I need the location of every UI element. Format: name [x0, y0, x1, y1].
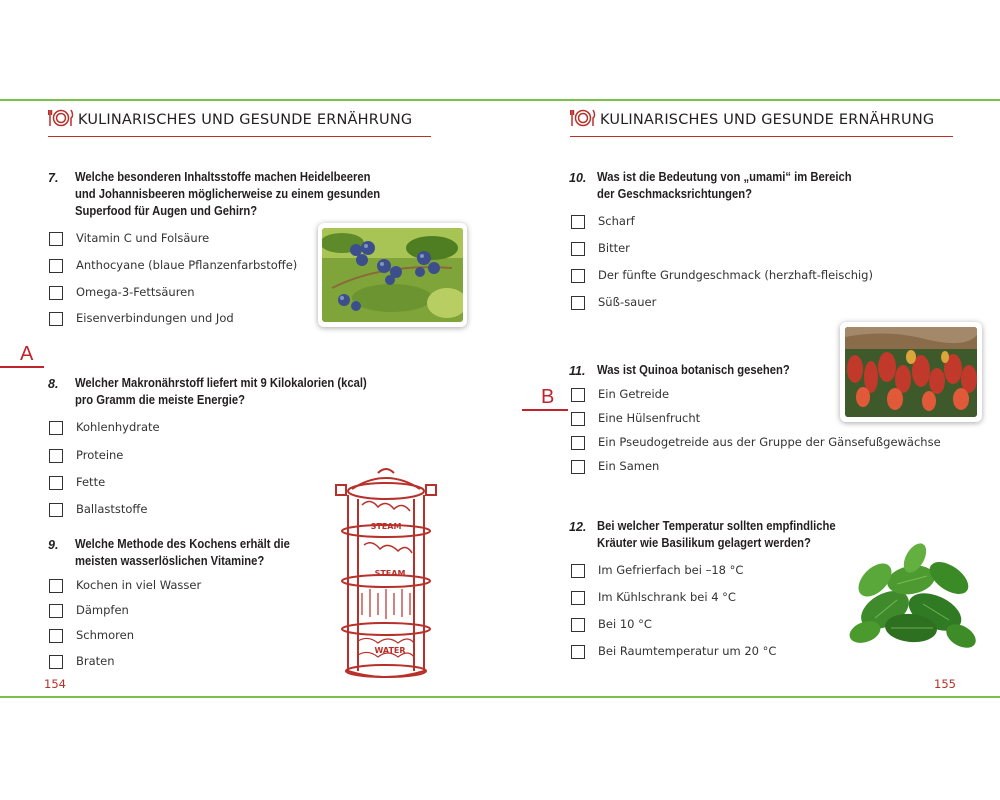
- question-text: Bei welcher Temperatur sollten empfindliche Kräuter wie Basilikum gelagert werden?: [597, 519, 836, 550]
- marker-b: B: [541, 386, 555, 408]
- section-title-rule: [570, 136, 953, 137]
- question-number: 11.: [569, 364, 586, 378]
- steam-label-top: STEAM: [370, 522, 402, 531]
- steam-label-middle: STEAM: [374, 569, 406, 578]
- answer-label: Ein Samen: [598, 459, 660, 473]
- answer-label: Der fünfte Grundgeschmack (herzhaft-fleischig): [598, 268, 873, 282]
- answer-label: Vitamin C und Folsäure: [76, 231, 210, 245]
- question-number: 8.: [48, 377, 59, 391]
- checkbox[interactable]: [571, 215, 585, 229]
- checkbox[interactable]: [49, 476, 63, 490]
- question-text: Was ist die Bedeutung von „umami“ im Bereich der Geschmacksrichtungen?: [597, 170, 852, 201]
- cutlery-plate-icon: [48, 108, 74, 128]
- answer-label: Kochen in viel Wasser: [76, 578, 202, 592]
- section-title: KULINARISCHES UND GESUNDE ERNÄHRUNG: [600, 112, 935, 128]
- question-number: 12.: [569, 520, 587, 534]
- checkbox[interactable]: [571, 296, 585, 310]
- section-title: KULINARISCHES UND GESUNDE ERNÄHRUNG: [78, 112, 413, 128]
- checkbox[interactable]: [571, 645, 585, 659]
- answer-label: Dämpfen: [76, 603, 129, 617]
- checkbox[interactable]: [571, 618, 585, 632]
- checkbox[interactable]: [49, 655, 63, 669]
- question-number: 9.: [48, 538, 59, 552]
- question-text: Welche Methode des Kochens erhält die meisten wasserlöslichen Vitamine?: [75, 537, 290, 568]
- marker-a: A: [20, 343, 34, 365]
- question-number: 10.: [569, 171, 587, 185]
- answer-label: Eine Hülsenfrucht: [598, 411, 701, 425]
- checkbox[interactable]: [49, 629, 63, 643]
- checkbox[interactable]: [49, 286, 63, 300]
- answer-label: Anthocyane (blaue Pflanzenfarbstoffe): [76, 258, 298, 272]
- marker-b-line: [522, 409, 568, 411]
- checkbox[interactable]: [571, 269, 585, 283]
- checkbox[interactable]: [49, 259, 63, 273]
- bottom-green-rule: [0, 696, 1000, 698]
- answer-label: Süß-sauer: [598, 295, 657, 309]
- answer-label: Braten: [76, 654, 115, 668]
- water-label: WATER: [374, 646, 406, 655]
- question-text: Welcher Makronährstoff liefert mit 9 Kilokalorien (kcal) pro Gramm die meiste Energie?: [75, 376, 367, 407]
- page-number-right: 155: [934, 677, 956, 691]
- checkbox[interactable]: [571, 564, 585, 578]
- checkbox[interactable]: [571, 412, 585, 426]
- steamer-pot-illustration: [328, 465, 444, 690]
- question-text: Welche besonderen Inhaltsstoffe machen Heidelbeeren und Johannisbeeren möglicherweise zu einem gesunden Superfood für Augen und Gehirn?: [75, 170, 381, 218]
- checkbox[interactable]: [571, 388, 585, 402]
- section-title-rule: [48, 136, 431, 137]
- blueberries-photo: [318, 223, 467, 327]
- answer-label: Ein Pseudogetreide aus der Gruppe der Gänsefußgewächse: [598, 435, 941, 449]
- question-number: 7.: [48, 171, 59, 185]
- checkbox[interactable]: [571, 242, 585, 256]
- answer-label: Schmoren: [76, 628, 134, 642]
- checkbox[interactable]: [49, 312, 63, 326]
- marker-a-line: [0, 366, 44, 368]
- quinoa-field-photo: [840, 322, 982, 422]
- answer-label: Scharf: [598, 214, 635, 228]
- checkbox[interactable]: [49, 232, 63, 246]
- answer-label: Omega-3-Fettsäuren: [76, 285, 195, 299]
- answer-label: Ein Getreide: [598, 387, 670, 401]
- answer-label: Kohlenhydrate: [76, 420, 160, 434]
- question-text: Was ist Quinoa botanisch gesehen?: [597, 363, 790, 377]
- blueberries-image: [322, 228, 463, 322]
- answer-label: Ballaststoffe: [76, 502, 148, 516]
- cutlery-plate-icon: [570, 108, 596, 128]
- answer-label: Bei Raumtemperatur um 20 °C: [598, 644, 777, 658]
- checkbox[interactable]: [49, 579, 63, 593]
- checkbox[interactable]: [49, 421, 63, 435]
- basil-leaves-image: [845, 540, 980, 660]
- top-green-rule: [0, 99, 1000, 101]
- checkbox[interactable]: [571, 460, 585, 474]
- answer-label: Eisenverbindungen und Jod: [76, 311, 234, 325]
- checkbox[interactable]: [49, 449, 63, 463]
- answer-label: Im Kühlschrank bei 4 °C: [598, 590, 736, 604]
- page-number-left: 154: [44, 677, 66, 691]
- checkbox[interactable]: [571, 591, 585, 605]
- checkbox[interactable]: [571, 436, 585, 450]
- answer-label: Bitter: [598, 241, 630, 255]
- answer-label: Fette: [76, 475, 106, 489]
- answer-label: Bei 10 °C: [598, 617, 652, 631]
- checkbox[interactable]: [49, 604, 63, 618]
- answer-label: Im Gefrierfach bei –18 °C: [598, 563, 744, 577]
- checkbox[interactable]: [49, 503, 63, 517]
- answer-label: Proteine: [76, 448, 124, 462]
- quinoa-image: [845, 327, 977, 417]
